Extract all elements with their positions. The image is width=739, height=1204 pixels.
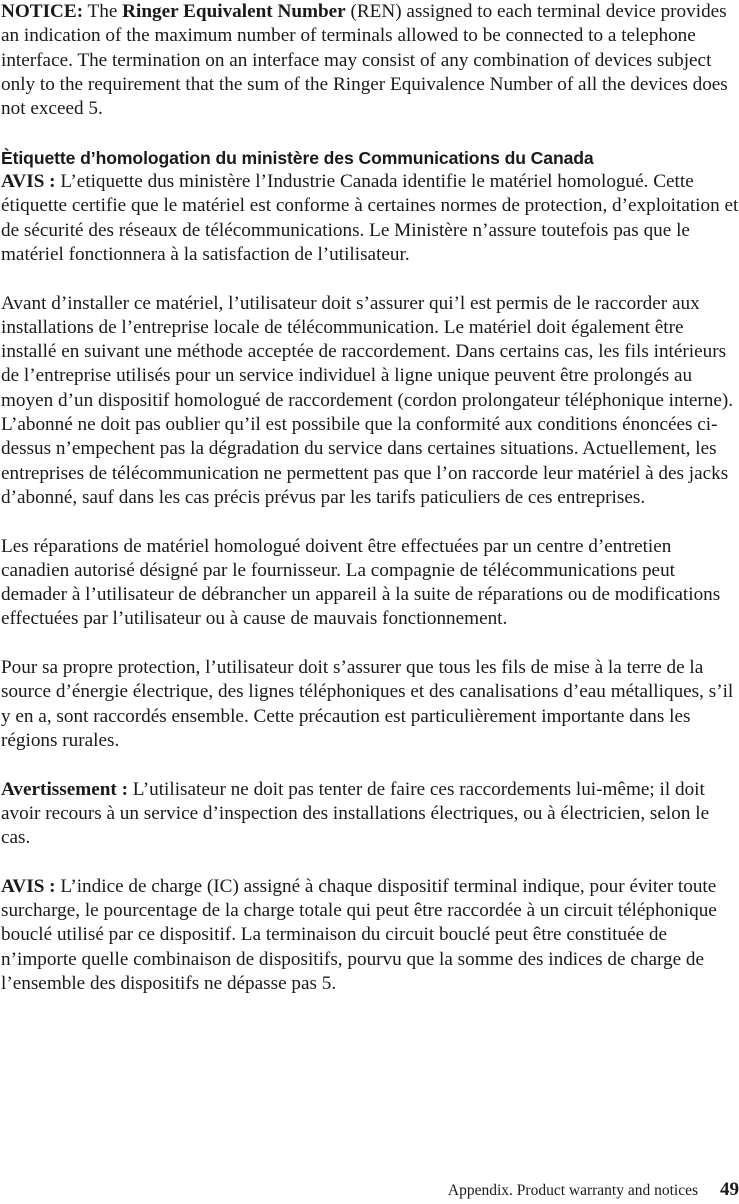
avis-paragraph-1 xyxy=(0,170,739,267)
grounding-paragraph: Pour sa propre protection, l’utilisateur doit s’assurer que tous les fils de mise à la terre de la source d’énergie électrique, des lignes téléphoniques et des canalisations d’eau métalliques, s’il y en a, sont raccordés ensemble. Cette précaution est particulièrement importante dans les régions rurales. xyxy=(1,657,734,751)
page-number: 49 xyxy=(720,1179,739,1200)
installation-paragraph: Avant d’installer ce matériel, l’utilisateur doit s’assurer qui’l est permis de le raccorder aux installations de l’entreprise locale de télécommunication. Le matériel doit également être installé en suivant une méthode acceptée de raccordement. Dans certains cas, les fils intérieurs de l’entreprise utilisés pour un service individuel à ligne unique peuvent être prolongés au moyen d’un dispositif homologué de raccordement (cordon prolongateur téléphonique interne). L’abonné ne doit pas oublier qu’il est possibile que la conformité aux conditions énoncées ci-dessus n’empechent pas la dégradation du service dans certaines situations. Actuellement, les entreprises de télécommunication ne permettent pas que l’on raccorde leur matériel à des jacks d’abonné, sauf dans les cas précis prévus par les tarifs paticuliers de ces entreprises. xyxy=(1,292,734,508)
notice-label: NOTICE: xyxy=(1,1,84,22)
notice-text-start: The xyxy=(83,1,123,22)
avis-paragraph-2 xyxy=(0,875,739,996)
notice-text: (REN) assigned to each terminal device provides an indication of the maximum number of terminals allowed to be connected to a telephone interface. The termination on an interface may consist of any combination of devices subject only to the requirement that the sum of the Ringer Equivalence Number of all the devices does not exceed 5. xyxy=(1,1,728,120)
avis-text-2: L’indice de charge (IC) assigné à chaque dispositif terminal indique, pour éviter toute surcharge, le pourcentage de la charge totale qui peut être raccordée à un circuit téléphonique bouclé utilisé par ce dispositif. La terminaison du circuit bouclé peut être constituée de n’importe quelle combinaison de dispositifs, pourvu que la somme des indices de charge de l’ensemble des dispositifs ne dépasse pas 5. xyxy=(1,875,717,994)
avis-label-2: AVIS : xyxy=(1,875,56,897)
warning-label: Avertissement : xyxy=(1,778,128,800)
warning-paragraph xyxy=(0,778,739,851)
avis-label-1: AVIS : xyxy=(1,171,56,193)
repairs-paragraph: Les réparations de matériel homologué doivent être effectuées par un centre d’entretien canadien autorisé désigné par le fournisseur. La compagnie de télécommunications peut demader à l’utilisateur de débrancher un appareil à la suite de réparations ou de modifications effectuées par l’utilisateur ou à cause de mauvais fonctionnement. xyxy=(1,535,721,630)
warning-text: L’utilisateur ne doit pas tenter de faire ces raccordements lui-même; il doit avoir recours à un service d’inspection des installations électriques, ou à électricien, selon le cas. xyxy=(1,778,710,849)
notice-paragraph xyxy=(0,0,739,121)
avis-text-1: L’etiquette dus ministère l’Industrie Canada identifie le matériel homologué. Cette étiquette certifie que le matériel est conforme à certaines normes de protection, d’exploitation et de sécurité des réseaux de télécommunications. Le Ministère n’assure toutefois pas que le matériel fonctionnera à la satisfaction de l’utilisateur. xyxy=(1,171,739,265)
footer-section-title: Appendix. Product warranty and notices xyxy=(447,1182,698,1199)
ren-term: Ringer Equivalent Number xyxy=(122,1,346,22)
section-heading: Ètiquette d’homologation du ministère des Communications du Canada xyxy=(1,147,594,168)
page-footer xyxy=(448,1179,739,1202)
